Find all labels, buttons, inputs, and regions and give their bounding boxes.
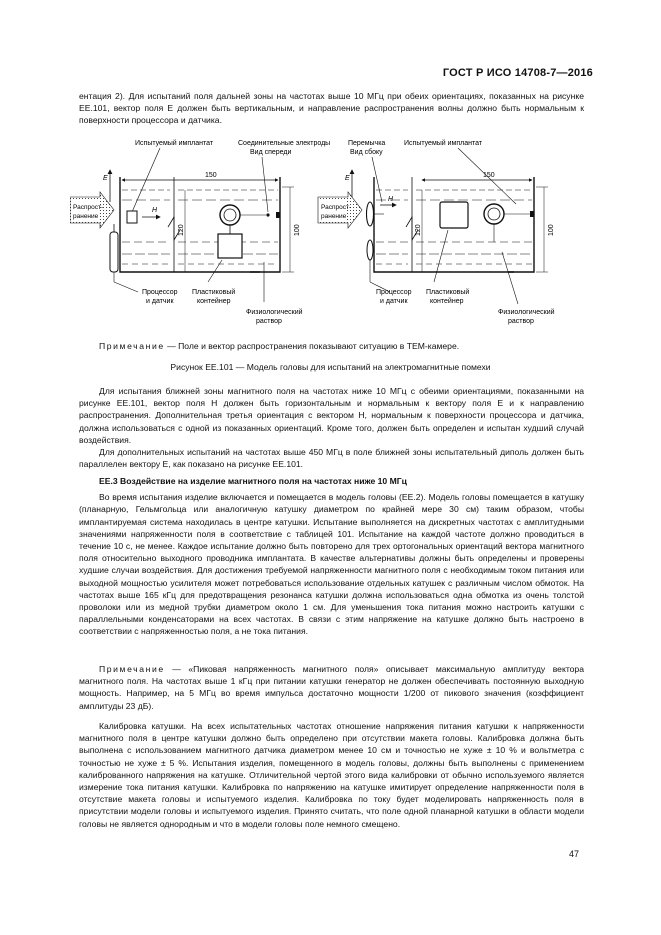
note-label: Примечание xyxy=(99,341,165,351)
svg-text:и датчик: и датчик xyxy=(380,298,408,305)
svg-text:контейнер: контейнер xyxy=(197,298,231,305)
note2-label: Примечание xyxy=(99,664,165,674)
left-vector-h: H xyxy=(152,207,158,214)
left-label-front-view: Вид спереди xyxy=(250,149,292,156)
left-label-propagation: Распрост- xyxy=(73,204,104,211)
right-label-solution: Физиологический xyxy=(498,309,555,316)
right-label-container: Пластиковый xyxy=(426,289,470,296)
left-label-solution: Физиологический xyxy=(246,309,303,316)
left-label-container: Пластиковый xyxy=(192,289,236,296)
note-text: — Поле и вектор распространения показывают ситуацию в ТЕМ-камере. xyxy=(164,341,460,351)
right-vector-e: E xyxy=(345,175,350,182)
right-label-processor: Процессор xyxy=(376,289,412,296)
calibration-block xyxy=(79,720,584,830)
svg-text:раствор: раствор xyxy=(256,318,282,325)
section-paragraph: Во время испытания изделие включается и помещается в модель головы (EE.2). Модель головы помещается в катушку (планарную, Гельмгольца или аналогичную катушку диаметром по крайней мере 30 см) таким образом, чтобы имплантируемая система находилась в центре катушки. Испытание выполняется на дискретных частотах с амплитудными значениями напряженности поля в соответствие с таблицей 101. Испытание на каждой частоте должно проводиться в течение 10 с, не менее. Каждое испытание должно быть повторено для трех ортогональных ориентаций вектора магнитного поля относительно выходного проводника имплантата. В качестве альтернативы должны быть определены и проверены худшие случаи воздействия. Для достижения требуемой напряженности магнитного поля с необходимым током питания или выходной мощностью усилителя может потребоваться использование отдельных катушек с различным числом обмоток. На частотах выше 165 кГц для предотвращения резонанса катушки должна использоваться одна обмотка из очень толстой проволоки или из медной трубки диаметром около 1 см. Для уменьшения тока питания можно настроить катушки с параллельными конденсаторами на всех частотах. В связи с этим напряжение на катушке должно быть настроено в соответствии с напряженностью поля, а не тока питания. xyxy=(79,492,584,637)
svg-text:контейнер: контейнер xyxy=(430,298,464,305)
right-dim-100: 100 xyxy=(548,224,555,236)
svg-text:ранение: ранение xyxy=(321,213,347,220)
body-paragraphs xyxy=(79,385,584,470)
svg-text:раствор: раствор xyxy=(508,318,534,325)
left-diagram xyxy=(70,139,330,325)
right-label-side-view: Вид сбоку xyxy=(350,149,383,156)
svg-text:и датчик: и датчик xyxy=(146,298,174,305)
right-dim-120: 120 xyxy=(415,224,422,236)
intro-paragraph: ентация 2). Для испытаний поля дальней зоны на частотах выше 10 МГц при обеих ориентациях, показанных на рисунке EE.101, вектор поля E должен быть вертикальным, и направление распространения волны должно быть нормальным к поверхности процессора и датчика. xyxy=(79,91,584,126)
right-vector-h: H xyxy=(388,196,394,203)
left-dim-150: 150 xyxy=(205,172,217,179)
left-label-electrodes: Соединительные электроды xyxy=(238,140,331,147)
note2-text: — «Пиковая напряженность магнитного поля» описывает максимальную амплитуду вектора магнитного поля. На частотах выше 1 кГц при питании катушки генератор не должен обеспечивать постоянную выходную мощность. Например, на 5 МГц во время импульса достаточно мощности 1/200 от пикового значения (коэффициент амплитуды 23 дБ). xyxy=(79,664,584,711)
right-dim-150: 150 xyxy=(483,172,495,179)
left-label-processor: Процессор xyxy=(142,289,178,296)
section-ee3 xyxy=(79,475,584,638)
note-peak-field xyxy=(79,663,584,712)
paragraph-near-field: Для испытания ближней зоны магнитного поля на частотах ниже 10 МГц с обеими ориентациями, показанными на рисунке EE.101, вектор поля H должен быть горизонтальным и нормальным к вектору поля E и к направлению распространения. Дополнительная третья ориентация с вектором H, нормальным к поверхности процессора и датчика, должна использоваться с одной из показанных ориентаций. Кроме того, должен быть определен и испытан худший случай воздействия. xyxy=(79,386,584,445)
paragraph-dipole: Для дополнительных испытаний на частотах выше 450 МГц в поле ближней зоны испытательный диполь должен быть параллелен вектору E, как показано на рисунке EE.101. xyxy=(79,447,584,470)
standard-header: ГОСТ Р ИСО 14708-7—2016 xyxy=(442,67,593,79)
left-dim-120: 120 xyxy=(178,224,185,236)
left-dim-100: 100 xyxy=(294,224,301,236)
figure-caption: Рисунок EE.101 — Модель головы для испытаний на электромагнитные помехи xyxy=(170,362,491,372)
svg-text:ранение: ранение xyxy=(73,213,99,220)
right-label-jumper: Перемычка xyxy=(348,140,386,147)
left-label-implant: Испытуемый имплантат xyxy=(135,140,214,147)
right-label-propagation: Распрост- xyxy=(321,204,352,211)
figure-note xyxy=(79,340,584,352)
right-diagram xyxy=(318,139,555,325)
head-model-diagram xyxy=(70,132,590,337)
section-heading: EE.3 Воздействие на изделие магнитного поля на частотах ниже 10 МГц xyxy=(99,476,407,486)
figure-ee101 xyxy=(70,132,590,337)
calibration-paragraph: Калибровка катушки. На всех испытательных частотах отношение напряжения питания катушки к напряженности магнитного поля в центре катушки должно быть определено при отсутствии макета головы. Калибровка должна быть выполнена с использованием магнитного датчика диаметром менее 10 см и точностью не хуже ± 10 % и вольтметра с точностью не хуже ± 5 %. Испытания изделия, помещенного в модель головы, должны быть выполнены с применением калиброванного напряжения на катушке. Отличительной чертой этого вида калибровки от обычно используемого является измерение тока питания катушки. Калибровка по напряжению на катушке имитирует определение напряженности поля в отсутствие макета головы и испытуемого изделия. Калибровка по току будет моделировать напряженность поля в присутствии модели головы и испытуемого изделия. Принято считать, что поле одной планарной катушки в области модели головы не является однородным и что в модели головы поле немного смещено. xyxy=(79,721,584,829)
right-label-implant: Испытуемый имплантат xyxy=(404,140,483,147)
page-number: 47 xyxy=(568,849,579,859)
left-vector-e: E xyxy=(103,175,108,182)
